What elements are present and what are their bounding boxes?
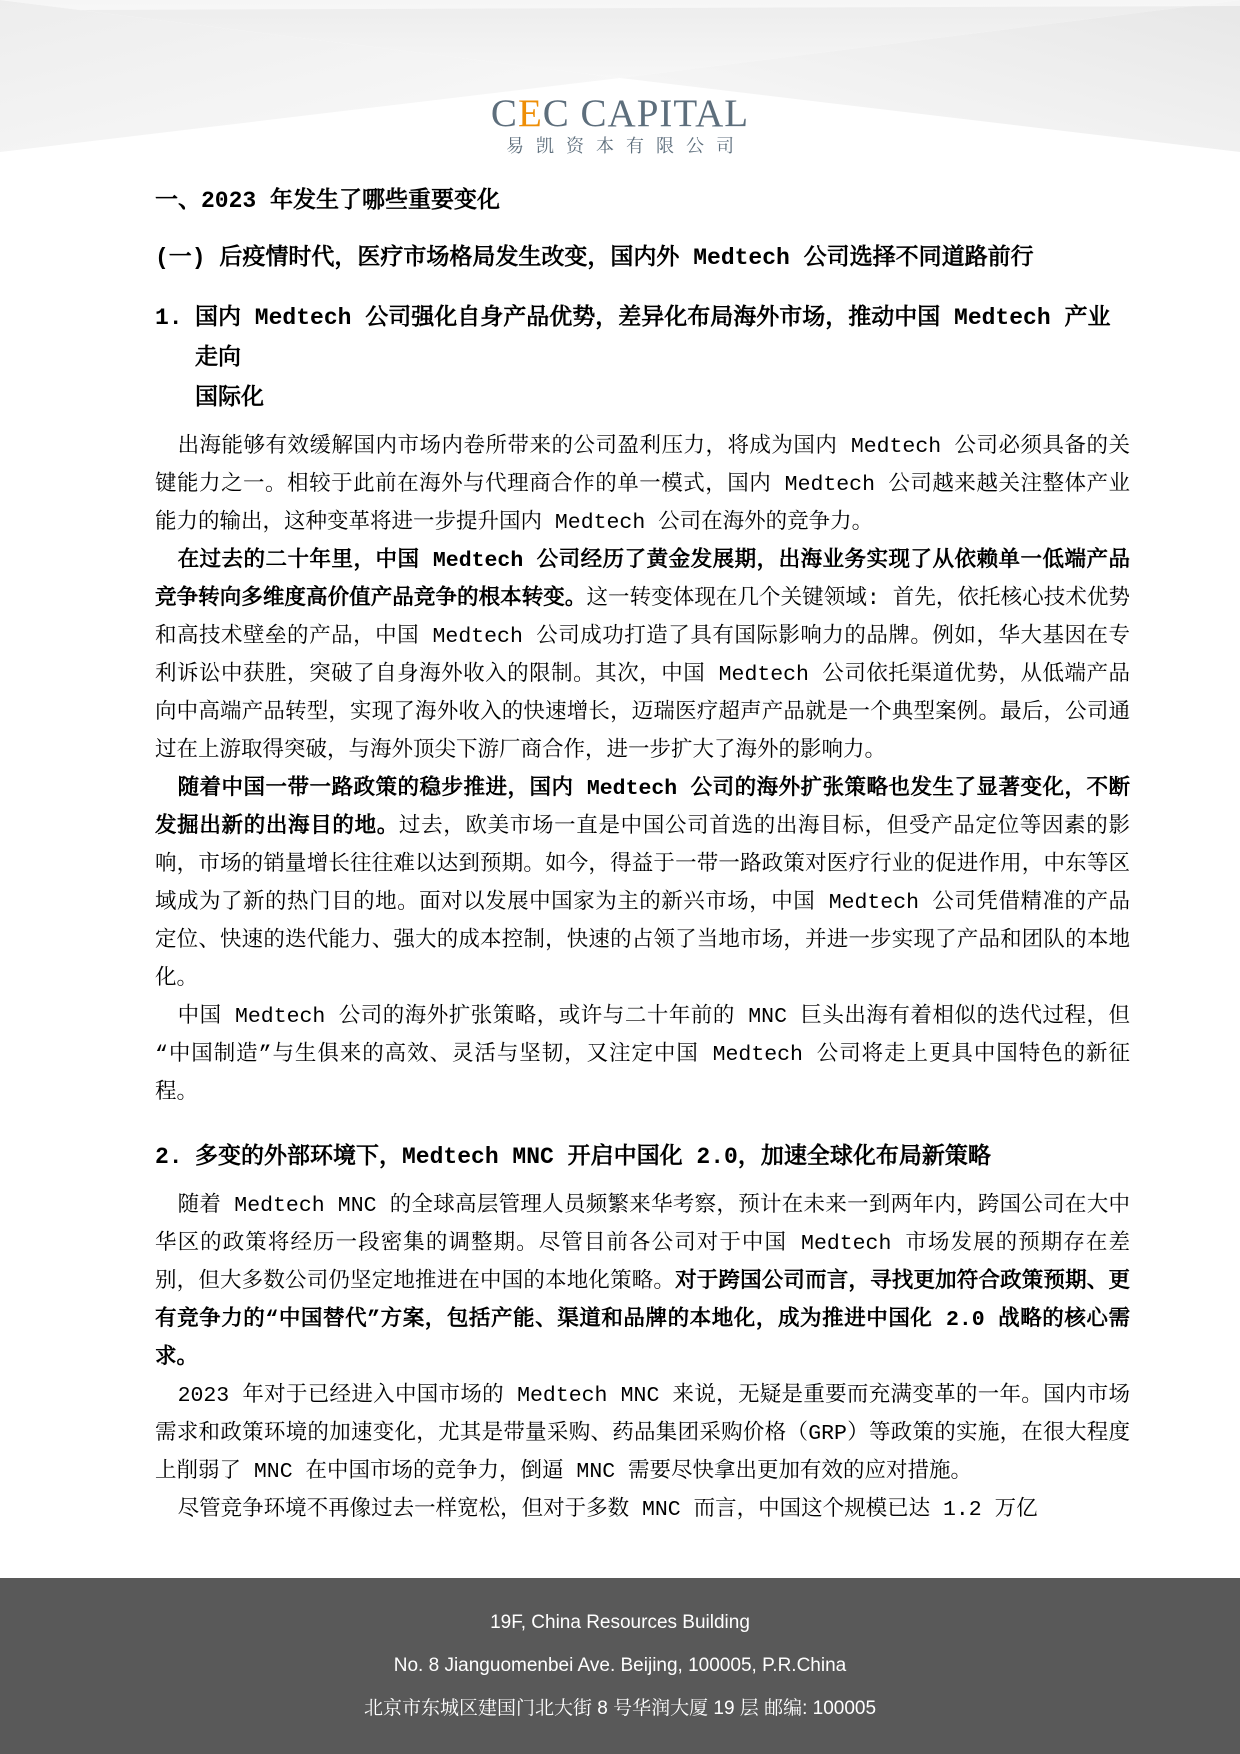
footer bbox=[0, 1578, 1240, 1754]
heading-number: 2. bbox=[155, 1144, 183, 1170]
paragraph bbox=[155, 1377, 1130, 1491]
logo-chinese: 易凯资本有限公司 bbox=[506, 136, 746, 156]
paragraph bbox=[155, 428, 1130, 542]
bold-run: 随着中国一带一路政策的稳步推进，国内 Medtech 公司的海外扩张策略也发生了显著变化，不断发掘出新的出海目的地。 bbox=[155, 777, 1130, 839]
paragraph bbox=[155, 542, 1130, 770]
heading-text: 国内 Medtech 公司强化自身产品优势，差异化布局海外市场，推动中国 Medtech 产业走向 国际化 bbox=[195, 305, 1111, 411]
text-run: 随着 Medtech MNC 的全球高层管理人员频繁来华考察，预计在未来一到两年内，跨国公司在大中华区的政策将经历一段密集的调整期。尽管目前各公司对于中国 Medtech 市场发展的预期存在差别，但大多数公司仍坚定地推进在中国的本地化策略。 bbox=[155, 1194, 1130, 1294]
text-run: 过去，欧美市场一直是中国公司首选的出海目标，但受产品定位等因素的影响，市场的销量增长往往难以达到预期。如今，得益于一带一路政策对医疗行业的促进作用，中东等区域成为了新的热门目的地。面对以发展中国家为主的新兴市场，中国 Medtech 公司凭借精准的产品定位、快速的迭代能力、强大的成本控制，快速的占领了当地市场，并进一步实现了产品和团队的本地化。 bbox=[155, 815, 1130, 991]
text-run: 尽管竞争环境不再像过去一样宽松，但对于多数 MNC 而言，中国这个规模已达 1.2 万亿 bbox=[177, 1498, 1038, 1522]
text-run: 中国 Medtech 公司的海外扩张策略，或许与二十年前的 MNC 巨头出海有着相似的迭代过程，但“中国制造”与生俱来的高效、灵活与坚韧，又注定中国 Medtech 公司将走上更具中国特色的新征程。 bbox=[155, 1005, 1130, 1105]
paragraph bbox=[155, 1491, 1130, 1529]
subsection-heading bbox=[155, 298, 1130, 418]
heading-number: 1. bbox=[155, 305, 183, 331]
text-run: 2023 年对于已经进入中国市场的 Medtech MNC 来说，无疑是重要而充满变革的一年。国内市场需求和政策环境的加速变化，尤其是带量采购、药品集团采购价格（GRP）等政策的实施，在很大程度上削弱了 MNC 在中国市场的竞争力，倒逼 MNC 需要尽快拿出更加有效的应对措施。 bbox=[155, 1384, 1130, 1484]
document-body bbox=[155, 171, 1130, 1529]
logo-letter-c1: C bbox=[490, 92, 518, 135]
section-heading: (一) 后疫情时代，医疗市场格局发生改变，国内外 Medtech 公司选择不同道路前行 bbox=[155, 245, 1034, 271]
paragraph bbox=[155, 770, 1130, 998]
section-heading: 一、2023 年发生了哪些重要变化 bbox=[155, 188, 501, 214]
logo-letter-e: E bbox=[517, 92, 543, 135]
text-run: 出海能够有效缓解国内市场内卷所带来的公司盈利压力，将成为国内 Medtech 公司必须具备的关键能力之一。相较于此前在海外与代理商合作的单一模式，国内 Medtech 公司越来越关注整体产业能力的输出，这种变革将进一步提升国内 Medtech 公司在海外的竞争力。 bbox=[155, 435, 1130, 535]
logo-wordmark bbox=[0, 94, 1240, 134]
footer-address-line-cn: 北京市东城区建国门北大街 8 号华润大厦 19 层 邮编: 100005 bbox=[363, 1698, 877, 1719]
heading-text: 多变的外部环境下，Medtech MNC 开启中国化 2.0，加速全球化布局新策略 bbox=[195, 1144, 991, 1170]
subsection-heading bbox=[155, 1137, 1130, 1177]
bold-run: 在过去的二十年里，中国 Medtech 公司经历了黄金发展期，出海业务实现了从依赖单一低端产品竞争转向多维度高价值产品竞争的根本转变。 bbox=[155, 549, 1130, 611]
paragraph bbox=[155, 1187, 1130, 1377]
logo-wordmark-rest: C CAPITAL bbox=[542, 92, 750, 135]
paragraph bbox=[155, 998, 1130, 1112]
footer-address-line-en-2: No. 8 Jianguomenbei Ave. Beijing, 100005, P.R.China bbox=[393, 1655, 847, 1676]
bold-run: 对于跨国公司而言，寻找更加符合政策预期、更有竞争力的“中国替代”方案，包括产能、渠道和品牌的本地化，成为推进中国化 2.0 战略的核心需求。 bbox=[155, 1270, 1130, 1370]
text-run: 这一转变体现在几个关键领域: 首先，依托核心技术优势和高技术壁垒的产品，中国 Medtech 公司成功打造了具有国际影响力的品牌。例如，华大基因在专利诉讼中获胜，突破了自身海外收入的限制。其次，中国 Medtech 公司依托渠道优势，从低端产品向中高端产品转型，实现了海外收入的快速增长，迈瑞医疗超声产品就是一个典型案例。最后，公司通过在上游取得突破，与海外顶尖下游厂商合作，进一步扩大了海外的影响力。 bbox=[155, 587, 1130, 763]
footer-address-line-en-1: 19F, China Resources Building bbox=[490, 1612, 750, 1633]
logo bbox=[0, 94, 1240, 157]
